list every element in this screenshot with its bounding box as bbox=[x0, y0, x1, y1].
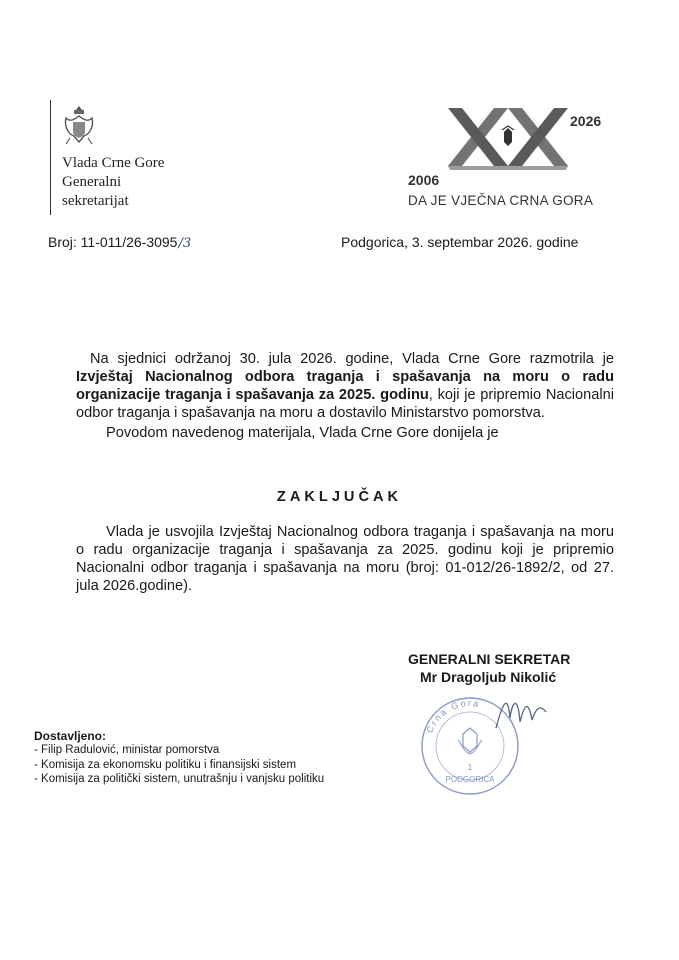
coat-of-arms-icon bbox=[62, 104, 96, 148]
paragraph-session bbox=[76, 350, 614, 422]
stamp-city: PODGORICA bbox=[445, 775, 495, 784]
institution-name bbox=[62, 154, 164, 211]
institution-line: Vlada Crne Gore bbox=[62, 155, 165, 171]
paragraph-lead: Na sjednici održanoj 30. jula 2026. godine, Vlada Crne Gore razmotrila je bbox=[90, 351, 614, 367]
xx-emblem-icon bbox=[448, 108, 568, 188]
handwritten-signature-icon bbox=[490, 688, 550, 738]
header-divider bbox=[50, 100, 51, 215]
paragraph-tail: , koji je pripremio Nacionalni odbor traganja i spašavanja na moru a dostavilo Ministarstvo pomorstva. bbox=[76, 387, 614, 421]
jubilee-year-end: 2026 bbox=[570, 113, 602, 129]
place-and-date: Podgorica, 3. septembar 2026. godine bbox=[341, 234, 579, 250]
delivery-item: - Komisija za ekonomsku politiku i finansijski sistem bbox=[34, 758, 297, 771]
handwritten-suffix: /3 bbox=[178, 236, 192, 251]
delivery-item: - Filip Radulović, ministar pomorstva bbox=[34, 744, 220, 756]
delivery-heading: Dostavljeno: bbox=[34, 729, 107, 743]
paragraph-decision: Vlada je usvojila Izvještaj Nacionalnog odbora traganja i spašavanja na moru o radu organizacije traganja i spašavanja za 2025. godinu koji je pripremio Nacionalni odbor traganja i spašavanja na moru (broj: 01-012/26-1892/2, od 27. jula 2026.godine). bbox=[76, 524, 614, 594]
signatory-name: Mr Dragoljub Nikolić bbox=[420, 669, 557, 685]
institution-line: Generalni bbox=[62, 174, 122, 190]
paragraph-occasion: Povodom navedenog materijala, Vlada Crne Gore donijela je bbox=[106, 425, 499, 441]
conclusion-heading: ZAKLJUČAK bbox=[276, 489, 403, 505]
jubilee-logo bbox=[400, 108, 620, 214]
delivery-list bbox=[34, 743, 324, 787]
stamp-arc-text: Crna Gora bbox=[424, 697, 482, 735]
institution-line: sekretarijat bbox=[62, 193, 129, 209]
document-number bbox=[48, 234, 191, 251]
jubilee-year-start: 2006 bbox=[408, 172, 440, 188]
stamp-number: 1 bbox=[467, 763, 473, 772]
svg-text:Crna Gora bbox=[424, 698, 481, 734]
delivery-item: - Komisija za politički sistem, unutrašnju i vanjsku politiku bbox=[34, 773, 325, 785]
signatory-title: GENERALNI SEKRETAR bbox=[408, 651, 571, 667]
reference-number: Broj: 11-011/26-3095 bbox=[48, 234, 178, 250]
jubilee-motto: DA JE VJEČNA CRNA GORA bbox=[408, 193, 594, 208]
report-title: Izvještaj Nacionalnog odbora traganja i spašavanja na moru o radu organizacije traganja i spašavanja za 2025. godinu bbox=[76, 369, 614, 403]
